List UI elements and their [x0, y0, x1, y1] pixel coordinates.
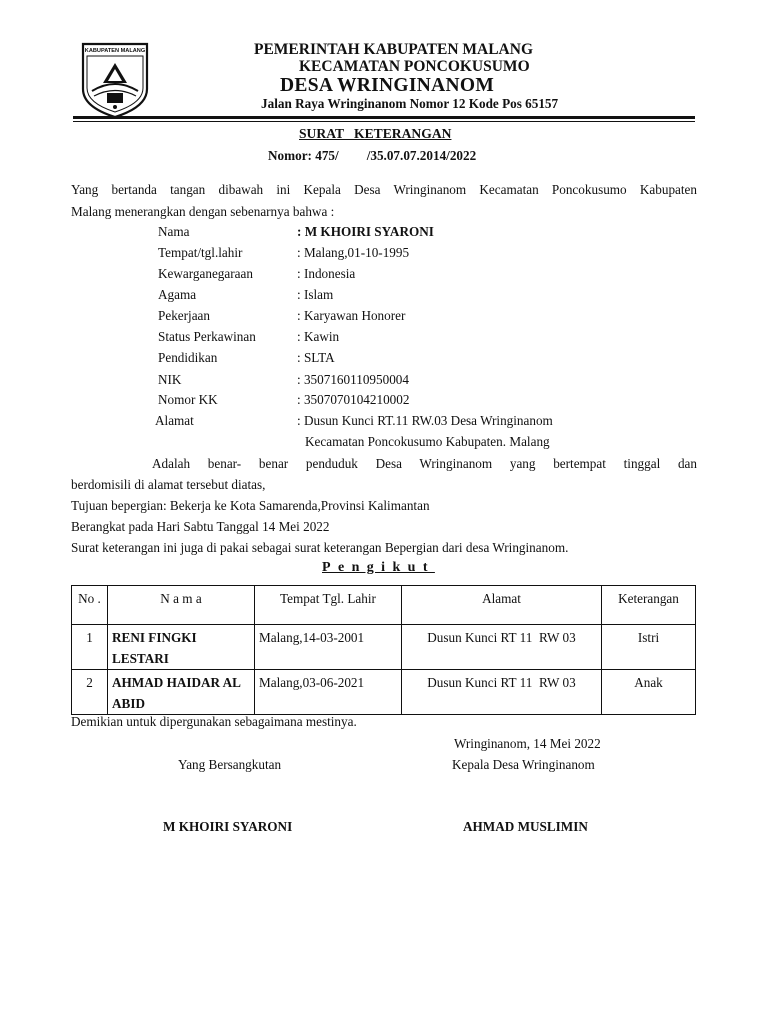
header-government: PEMERINTAH KABUPATEN MALANG	[254, 41, 533, 58]
field-value-occupation: : Karyawan Honorer	[297, 308, 406, 323]
letterhead-rule-thick	[73, 116, 695, 119]
logo-text: KABUPATEN MALANG	[84, 48, 146, 54]
cell-no: 1	[72, 625, 108, 670]
cell-birth: Malang,03-06-2021	[255, 670, 402, 715]
cell-note: Istri	[602, 625, 696, 670]
field-value-nik: : 3507160110950004	[297, 372, 409, 387]
field-label-name: Nama	[158, 224, 190, 239]
letter-usage: Surat keterangan ini juga di pakai sebagai surat keterangan Bepergian dari desa Wringinanom.	[71, 540, 569, 555]
document-number-suffix: /35.07.07.2014/2022	[366, 148, 477, 163]
field-value-education: : SLTA	[297, 350, 335, 365]
signature-left-role: Yang Bersangkutan	[178, 757, 282, 772]
field-label-address: Alamat	[155, 413, 194, 428]
field-value-name: : M KHOIRI SYARONI	[297, 224, 434, 239]
cell-name: RENI FINGKI LESTARI	[108, 625, 255, 670]
signature-left-name: M KHOIRI SYARONI	[163, 819, 293, 834]
header-birth: Tempat Tgl. Lahir	[255, 586, 402, 625]
document-title: SURAT KETERANGAN	[299, 126, 452, 141]
travel-purpose: Tujuan bepergian: Bekerja ke Kota Samarenda,Provinsi Kalimantan	[71, 498, 430, 513]
field-value-marital: : Kawin	[297, 329, 340, 344]
intro-line-2: Malang menerangkan dengan sebenarnya bahwa :	[71, 204, 335, 219]
field-label-marital: Status Perkawinan	[158, 329, 256, 344]
field-label-kk: Nomor KK	[158, 392, 218, 407]
document-number-prefix: Nomor: 475/	[268, 148, 339, 163]
cell-note: Anak	[602, 670, 696, 715]
field-value-kk: : 3507070104210002	[297, 392, 410, 407]
field-label-nik: NIK	[158, 372, 182, 387]
header-name: N a m a	[108, 586, 255, 625]
cell-no: 2	[72, 670, 108, 715]
cell-birth: Malang,14-03-2001	[255, 625, 402, 670]
table-row	[72, 670, 696, 715]
field-value-birth: : Malang,01-10-1995	[297, 245, 410, 260]
kabupaten-malang-logo-icon	[80, 41, 150, 119]
field-value-religion: : Islam	[297, 287, 334, 302]
field-value-address: : Dusun Kunci RT.11 RW.03 Desa Wringinanom	[297, 413, 553, 428]
field-label-religion: Agama	[158, 287, 197, 302]
cell-address: Dusun Kunci RT 11 RW 03	[402, 625, 602, 670]
document-number	[268, 148, 476, 164]
signature-place-date: Wringinanom, 14 Mei 2022	[454, 736, 601, 751]
intro-line-1: Yang bertanda tangan dibawah ini Kepala Desa Wringinanom Kecamatan Poncokusumo Kabupaten	[71, 182, 697, 197]
signature-right-role: Kepala Desa Wringinanom	[452, 757, 595, 772]
table-row	[72, 625, 696, 670]
letterhead-rule-thin	[73, 121, 695, 122]
field-label-occupation: Pekerjaan	[158, 308, 210, 323]
field-label-citizenship: Kewarganegaraan	[158, 266, 253, 281]
cell-address: Dusun Kunci RT 11 RW 03	[402, 670, 602, 715]
table-header-row	[72, 586, 696, 625]
header-no: No .	[72, 586, 108, 625]
header-village: DESA WRINGINANOM	[280, 75, 495, 96]
statement-line-1: Adalah benar- benar penduduk Desa Wringinanom yang bertempat tinggal dan	[152, 456, 697, 471]
departure-date: Berangkat pada Hari Sabtu Tanggal 14 Mei 2022	[71, 519, 330, 534]
followers-title: Pengikut	[322, 560, 435, 575]
closing-statement: Demikian untuk dipergunakan sebagaimana mestinya.	[71, 714, 357, 729]
header-note: Keterangan	[602, 586, 696, 625]
field-value-address-line2: Kecamatan Poncokusumo Kabupaten. Malang	[305, 434, 550, 449]
field-value-citizenship: : Indonesia	[297, 266, 356, 281]
followers-table	[71, 585, 696, 715]
statement-line-2: berdomisili di alamat tersebut diatas,	[71, 477, 266, 492]
header-address: Jalan Raya Wringinanom Nomor 12 Kode Pos 65157	[261, 96, 559, 111]
header-address: Alamat	[402, 586, 602, 625]
field-label-education: Pendidikan	[158, 350, 218, 365]
field-label-birth: Tempat/tgl.lahir	[158, 245, 243, 260]
signature-right-name: AHMAD MUSLIMIN	[463, 819, 588, 834]
cell-name: AHMAD HAIDAR AL ABID	[108, 670, 255, 715]
header-district: KECAMATAN PONCOKUSUMO	[299, 58, 530, 75]
